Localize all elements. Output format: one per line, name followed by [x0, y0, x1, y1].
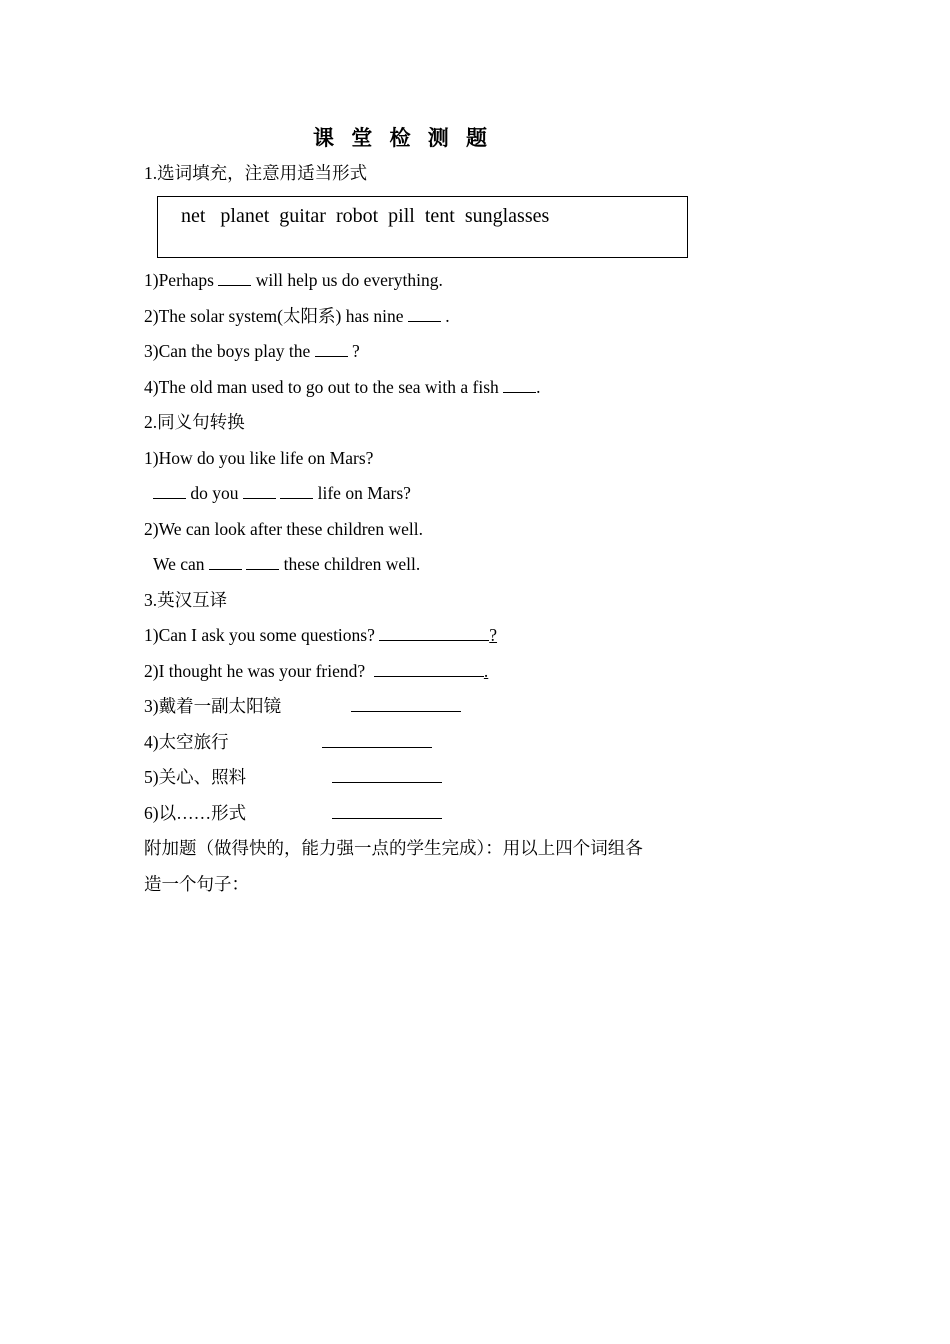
answer-blank[interactable] — [379, 626, 489, 641]
s2-answer-2-tail: these children well. — [279, 554, 421, 574]
s2-answer-2 — [153, 553, 420, 575]
s2-answer-2-text: We can — [153, 554, 209, 574]
answer-blank[interactable] — [374, 662, 484, 677]
s1-item-4 — [144, 376, 541, 398]
answer-blank[interactable] — [503, 378, 536, 393]
s2-answer-1 — [153, 482, 411, 504]
s3-item-4-answer — [322, 731, 432, 753]
answer-blank[interactable] — [322, 733, 432, 748]
s1-item-1 — [144, 269, 443, 291]
s2-question-2: 2)We can look after these children well. — [144, 519, 423, 539]
s1-item-3-text: 3)Can the boys play the — [144, 341, 315, 361]
s3-item-3: 3)戴着一副太阳镜 — [144, 696, 282, 716]
s3-item-1-suffix: ? — [489, 625, 498, 645]
s1-item-3-tail: ? — [347, 341, 360, 361]
answer-blank[interactable] — [332, 768, 442, 783]
section3-heading: 3.英汉互译 — [144, 590, 228, 610]
s1-item-3 — [144, 340, 360, 362]
s1-item-2-tail: . — [440, 306, 450, 326]
answer-blank[interactable] — [332, 804, 442, 819]
s3-item-5-answer — [332, 766, 442, 788]
answer-blank[interactable] — [246, 555, 279, 570]
s1-item-2 — [144, 305, 450, 327]
word-bank: net planet guitar robot pill tent sunglasses — [181, 205, 550, 227]
s2-answer-1-tail: life on Mars? — [313, 483, 411, 503]
s1-item-1-text: 1)Perhaps — [144, 270, 219, 290]
s2-question-1: 1)How do you like life on Mars? — [144, 448, 374, 468]
s3-item-6-answer — [332, 802, 442, 824]
s1-item-4-tail: . — [536, 377, 541, 397]
extra-question-line1: 附加题（做得快的，能力强一点的学生完成）：用以上四个词组各 — [144, 838, 643, 858]
answer-blank[interactable] — [153, 484, 186, 499]
s1-item-1-tail: will help us do everything. — [251, 270, 443, 290]
answer-blank[interactable] — [408, 307, 441, 322]
s3-item-3-answer — [351, 695, 461, 717]
s1-item-2-text: 2)The solar system(太阳系) has nine — [144, 306, 408, 326]
s3-item-1 — [144, 624, 497, 646]
s2-answer-1-text: do you — [186, 483, 243, 503]
answer-blank[interactable] — [315, 342, 348, 357]
s3-item-1-text: 1)Can I ask you some questions? — [144, 625, 380, 645]
word-bank-box — [157, 196, 688, 258]
s3-item-6: 6)以……形式 — [144, 803, 247, 823]
answer-blank[interactable] — [209, 555, 242, 570]
s3-item-4: 4)太空旅行 — [144, 732, 229, 752]
s3-item-5: 5)关心、照料 — [144, 767, 247, 787]
page-title: 课 堂 检 测 题 — [313, 126, 493, 150]
s1-item-4-text: 4)The old man used to go out to the sea with a fish — [144, 377, 504, 397]
section1-heading: 1.选词填充，注意用适当形式 — [144, 163, 368, 183]
s3-item-2-suffix: . — [483, 661, 489, 681]
extra-question-line2: 造一个句子： — [144, 874, 249, 894]
answer-blank[interactable] — [280, 484, 313, 499]
answer-blank[interactable] — [218, 271, 251, 286]
s3-item-2-text: 2)I thought he was your friend? — [144, 661, 374, 681]
s3-item-2 — [144, 660, 488, 682]
answer-blank[interactable] — [351, 697, 461, 712]
answer-blank[interactable] — [243, 484, 276, 499]
section2-heading: 2.同义句转换 — [144, 412, 245, 432]
